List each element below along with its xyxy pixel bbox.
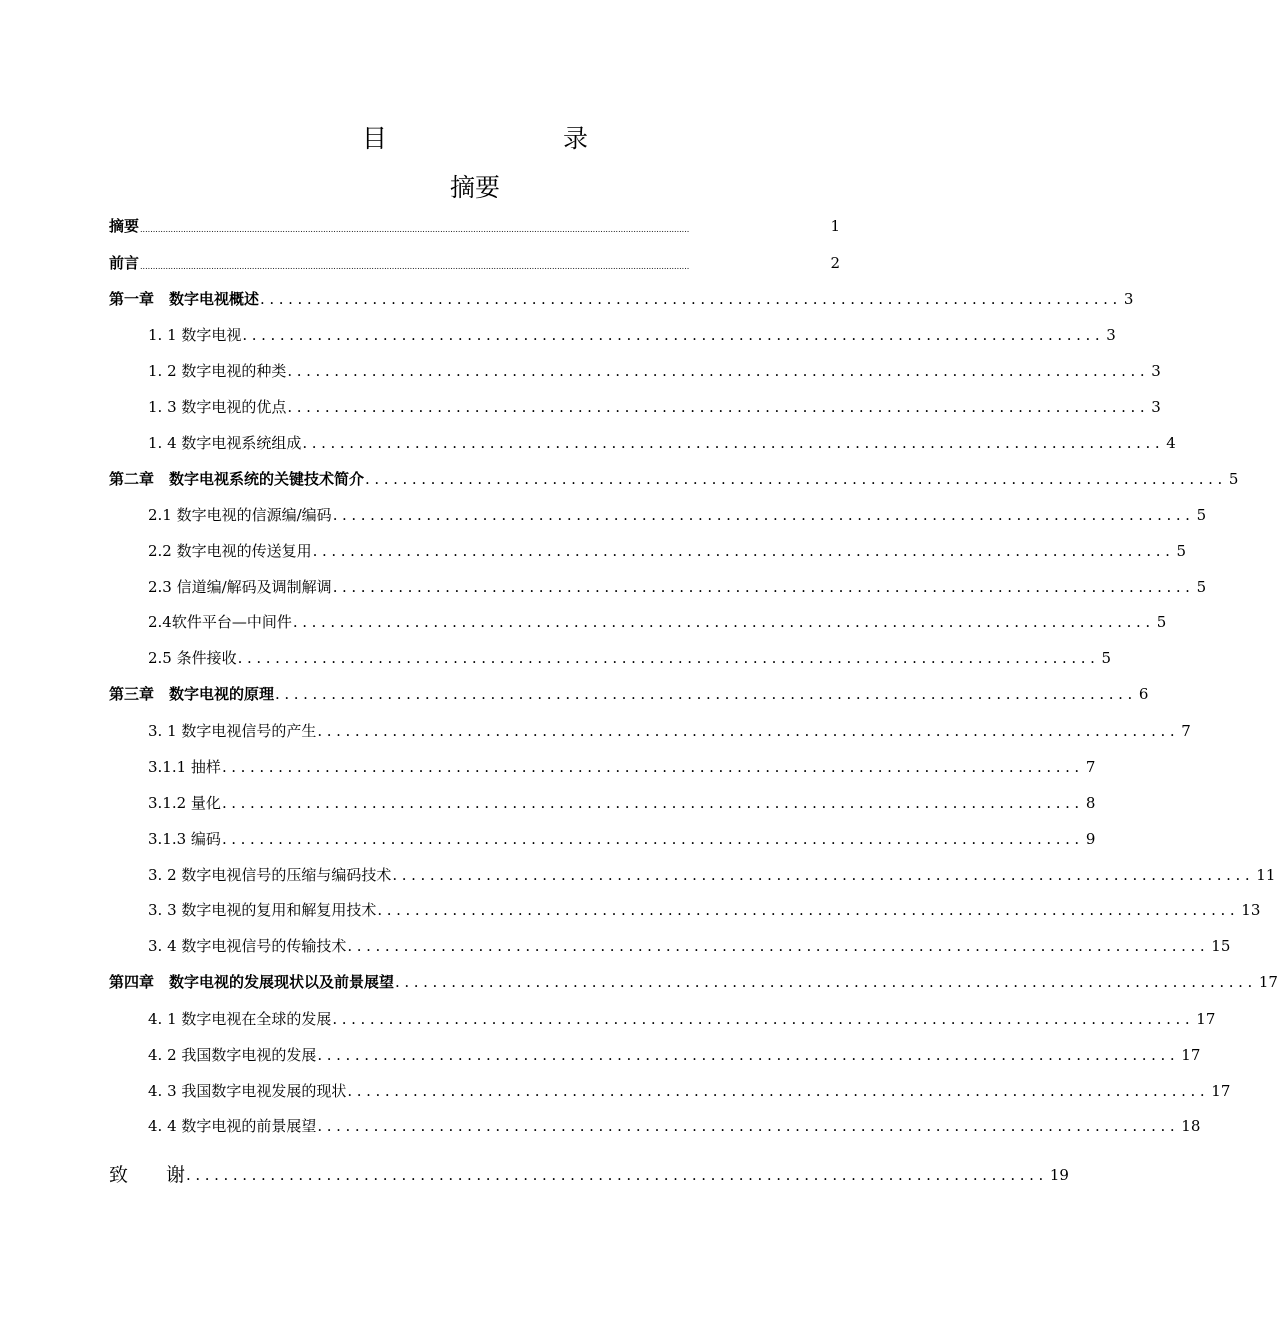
toc-entry[interactable]: 2.3 信道编/解码及调制解调 ............................................................................................ 5 (148, 578, 1207, 596)
toc-entry[interactable]: 1. 3 数字电视的优点 ............................................................................................ 3 (148, 398, 1161, 416)
toc-entry[interactable]: 摘要 ........................................................................................................................................................................................................................ 1 (109, 217, 840, 235)
toc-entry[interactable]: 4. 4 数字电视的前景展望 ............................................................................................ 18 (148, 1117, 1201, 1135)
toc-entry[interactable]: 致 谢 ............................................................................................ 19 (109, 1164, 1069, 1186)
toc-entry[interactable]: 3. 3 数字电视的复用和解复用技术 ............................................................................................ 13 (148, 901, 1261, 919)
toc-entry[interactable]: 3.1.3 编码 ............................................................................................ 9 (148, 830, 1096, 848)
toc-entry[interactable]: 第四章 数字电视的发展现状以及前景展望 ............................................................................................ 17 (109, 973, 1278, 991)
toc-entry[interactable]: 第三章 数字电视的原理 ............................................................................................ 6 (109, 685, 1149, 703)
toc-entry[interactable]: 3.1.1 抽样 ............................................................................................ 7 (148, 758, 1096, 776)
toc-entry[interactable]: 3. 2 数字电视信号的压缩与编码技术 ............................................................................................ 11 (148, 866, 1276, 884)
toc-entry[interactable]: 前言 ........................................................................................................................................................................................................................ 2 (109, 254, 840, 272)
toc-entry[interactable]: 4. 2 我国数字电视的发展 ............................................................................................ 17 (148, 1046, 1201, 1064)
toc-entry[interactable]: 2.4软件平台—中间件 ............................................................................................ 5 (148, 613, 1167, 631)
toc-entry[interactable]: 2.1 数字电视的信源编/编码 ............................................................................................ 5 (148, 506, 1207, 524)
toc-entry[interactable]: 1. 2 数字电视的种类 ............................................................................................ 3 (148, 362, 1161, 380)
toc-entry[interactable]: 4. 3 我国数字电视发展的现状 ............................................................................................ 17 (148, 1082, 1231, 1100)
toc-entry[interactable]: 4. 1 数字电视在全球的发展 ............................................................................................ 17 (148, 1010, 1216, 1028)
toc-entry[interactable]: 2.2 数字电视的传送复用 ............................................................................................ 5 (148, 542, 1187, 560)
toc-entry[interactable]: 第一章 数字电视概述 ............................................................................................ 3 (109, 290, 1134, 308)
toc-entry[interactable]: 3.1.2 量化 ............................................................................................ 8 (148, 794, 1096, 812)
toc-entry[interactable]: 3. 1 数字电视信号的产生 ............................................................................................ 7 (148, 722, 1191, 740)
toc-heading: 目 录 (361, 124, 630, 153)
toc-entry[interactable]: 1. 1 数字电视 ............................................................................................ 3 (148, 326, 1116, 344)
toc-entry[interactable]: 1. 4 数字电视系统组成 ............................................................................................ 4 (148, 434, 1176, 452)
toc-subheading: 摘要 (449, 173, 500, 202)
toc-entry[interactable]: 第二章 数字电视系统的关键技术简介 ............................................................................................ 5 (109, 470, 1239, 488)
toc-entry[interactable]: 2.5 条件接收 ............................................................................................ 5 (148, 649, 1112, 667)
toc-entry[interactable]: 3. 4 数字电视信号的传输技术 ............................................................................................ 15 (148, 937, 1231, 955)
